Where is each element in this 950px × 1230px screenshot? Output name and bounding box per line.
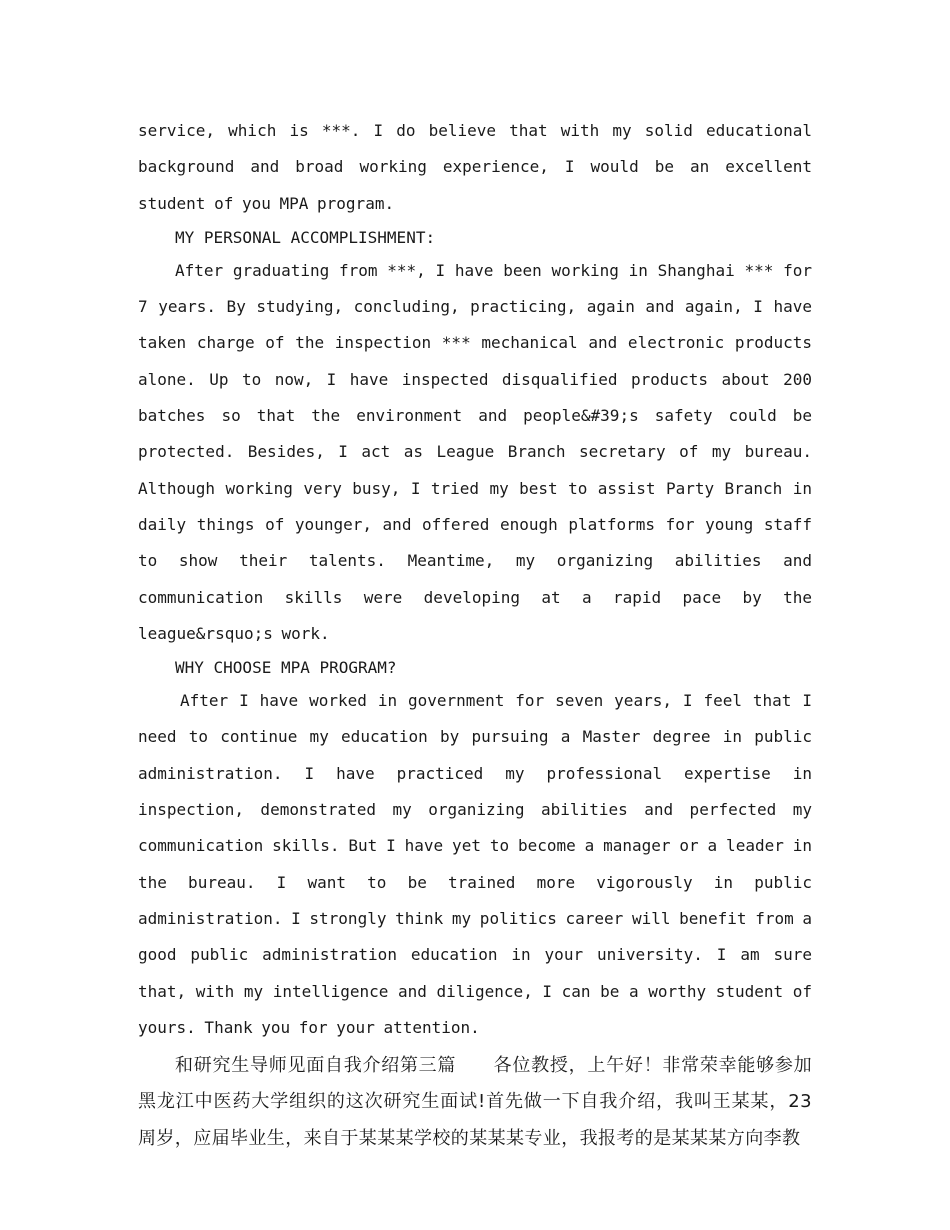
paragraph-why-mpa: After I have worked in government for seven years, I feel that I need to continue my education by pursuing a Master degree in public administration. I have practiced my professional expertise in inspection, demonstrated my organizing abilities and perfected my communication skills. But I have yet to become a manager or a leader in the bureau. I want to be trained more vigorously in public administration. I strongly think my politics career will benefit from a good public administration education in your university. I am sure that, with my intelligence and diligence, I can be a worthy student of yours. Thank you for your attention. [138,691,812,1037]
heading-personal-accomplishment: MY PERSONAL ACCOMPLISHMENT: [175,227,436,247]
heading-why-choose-mpa: WHY CHOOSE MPA PROGRAM? [175,658,397,678]
paragraph-chinese-introduction: 和研究生导师见面自我介绍第三篇 各位教授，上午好！非常荣幸能够参加黑龙江中医药大学组织的这次研究生面试!首先做一下自我介绍，我叫王某某，23周岁，应届毕业生，来自于某某某学校的某某某专业，我报考的是某某某方向李教 [138,1055,812,1149]
document-body [138,113,812,1157]
paragraph-accomplishment: After graduating from ***, I have been working in Shanghai *** for 7 years. By studying, concluding, practicing, again and again, I have taken charge of the inspection *** mechanical and electronic products alone. Up to now, I have inspected disqualified products about 200 batches so that the environment and people&#39;s safety could be protected. Besides, I act as League Branch secretary of my bureau. Although working very busy, I tried my best to assist Party Branch in daily things of younger, and offered enough platforms for young staff to show their talents. Meantime, my organizing abilities and communication skills were developing at a rapid pace by the league&rsquo;s work. [138,260,812,643]
paragraph-intro-continuation: service, which is ***. I do believe that with my solid educational background and broad working experience, I would be an excellent student of you MPA program. [138,121,812,213]
